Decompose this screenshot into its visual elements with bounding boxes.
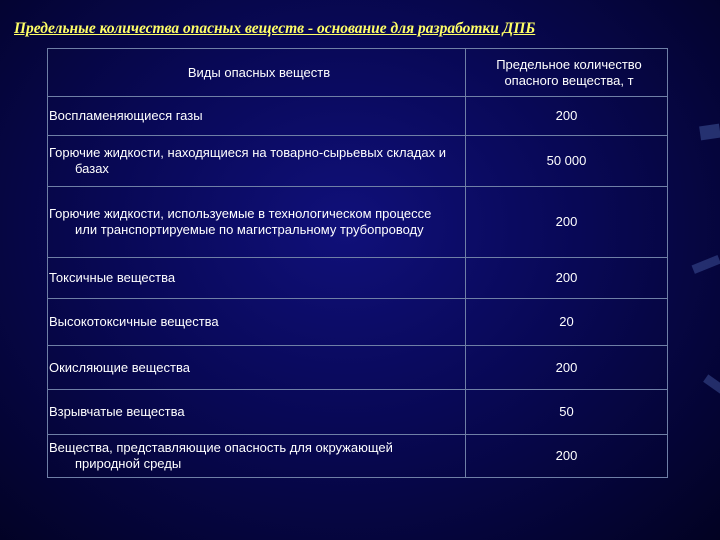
quantity-cell: 20 [466,299,668,346]
table-row [48,136,668,187]
substance-cell: Взрывчатые вещества [48,390,466,435]
table-row [48,187,668,258]
quantity-cell: 200 [466,187,668,258]
decorative-bars [660,0,720,540]
substance-cell: Воспламеняющиеся газы [48,97,466,136]
substance-cell: Токсичные вещества [48,258,466,299]
table-row [48,299,668,346]
table-row [48,97,668,136]
header-limit-quantity: Предельное количество опасного вещества, т [466,49,668,97]
quantity-cell: 50 [466,390,668,435]
quantity-cell: 200 [466,97,668,136]
table-row [48,435,668,478]
slide-title: Предельные количества опасных веществ - основание для разработки ДПБ [14,20,536,37]
quantity-cell: 200 [466,258,668,299]
substance-cell: Высокотоксичные вещества [48,299,466,346]
substance-cell: Горючие жидкости, используемые в технологическом процессе или транспортируемые по магистральному трубопроводу [48,187,466,258]
substance-cell: Окисляющие вещества [48,346,466,390]
table-row [48,390,668,435]
header-substance-type: Виды опасных веществ [48,49,466,97]
substance-cell: Горючие жидкости, находящиеся на товарно-сырьевых складах и базах [48,136,466,187]
table-header-row [48,49,668,97]
quantity-cell: 50 000 [466,136,668,187]
hazard-table [47,48,668,478]
table-row [48,258,668,299]
quantity-cell: 200 [466,346,668,390]
table-row [48,346,668,390]
quantity-cell: 200 [466,435,668,478]
substance-cell: Вещества, представляющие опасность для окружающей природной среды [48,435,466,478]
